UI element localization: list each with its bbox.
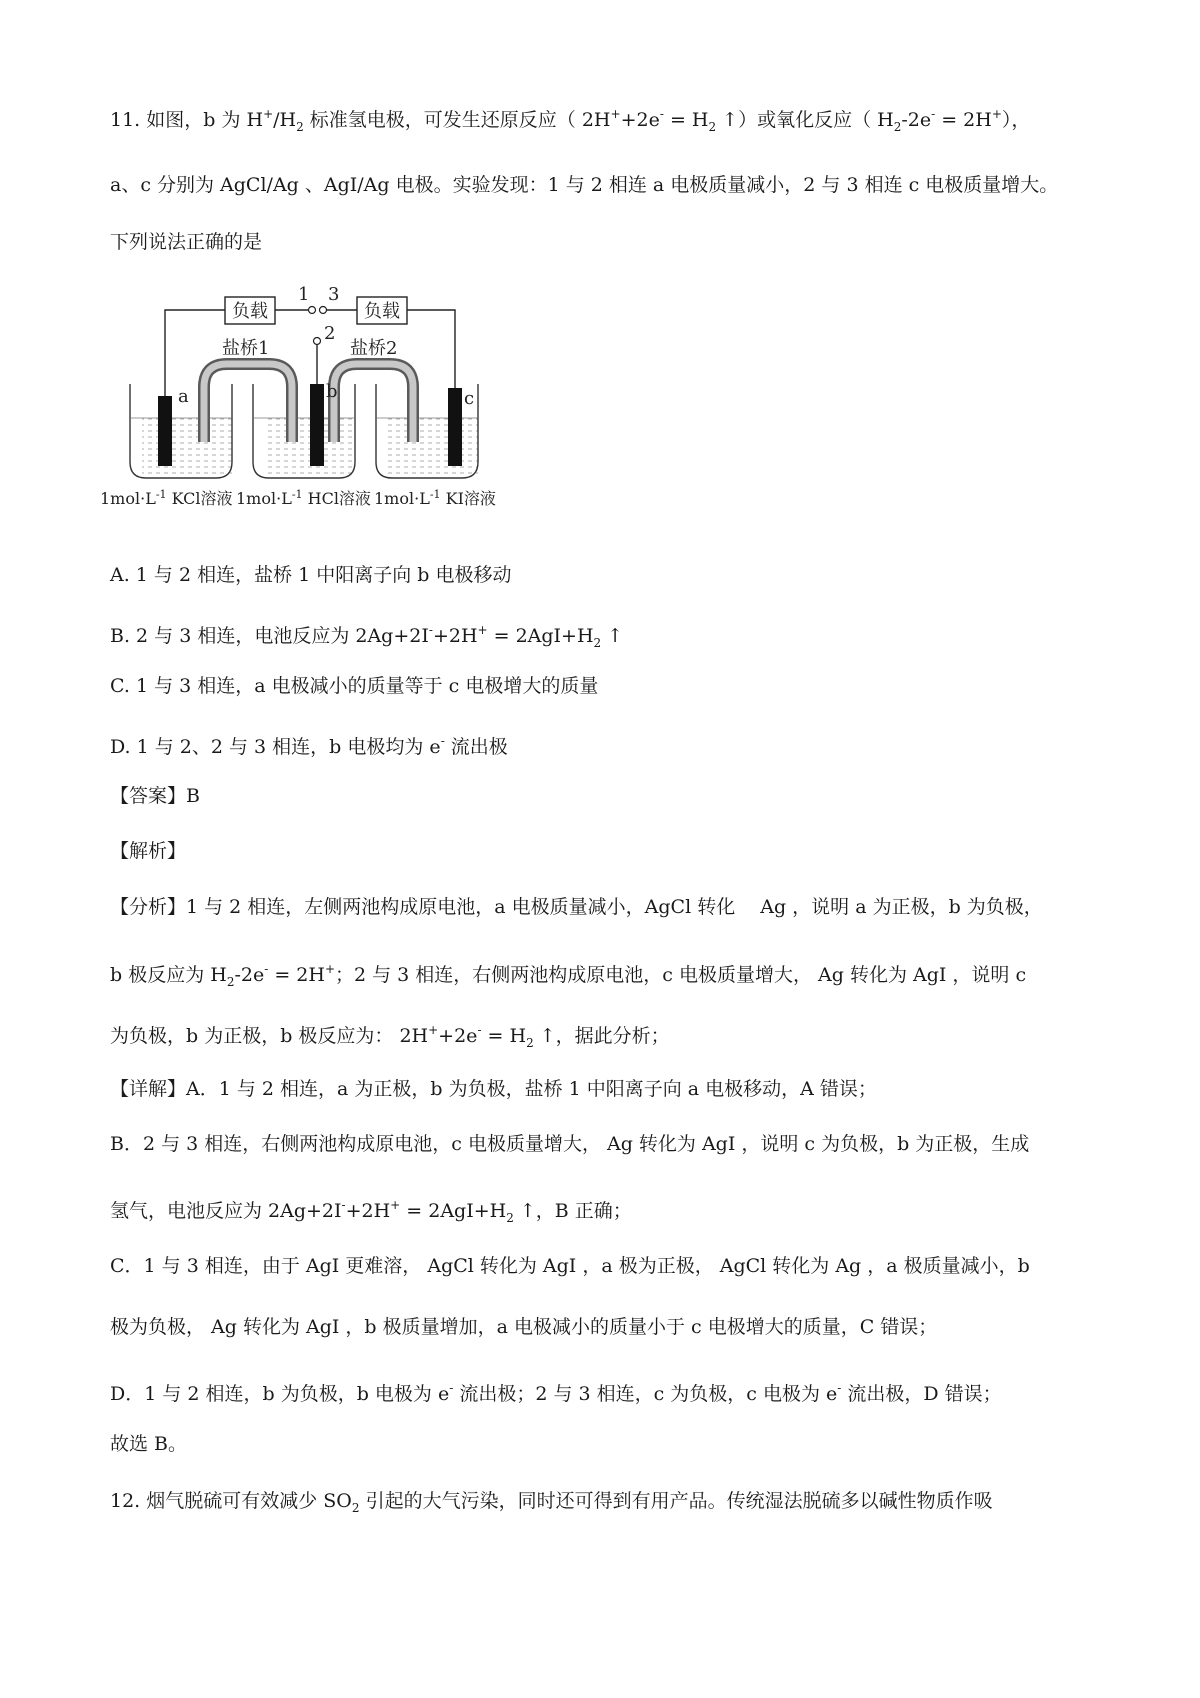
answer-value: B — [186, 785, 200, 807]
solution-right-label: $1mol\cdot L^{-1}$ KI溶液 — [374, 488, 496, 508]
electrode-a — [158, 396, 172, 466]
superscript: + — [263, 107, 274, 121]
electrode-c-label: c — [464, 388, 475, 409]
analysis-p9: D．1 与 2 相连，b 为负极，b 电极为 e- 流出极；2 与 3 相连，c 为负极，c 电极为 e- 流出极，D 错误； — [110, 1381, 1002, 1405]
analysis-label: 【解析】 — [110, 840, 187, 862]
option-a: A. 1 与 2 相连，盐桥 1 中阳离子向 b 电极移动 — [110, 564, 512, 586]
electrode-a-label: a — [178, 386, 189, 407]
answer-label: 【答案】 — [110, 785, 187, 807]
subscript: 2 — [708, 120, 717, 134]
text: /H — [273, 109, 297, 131]
electrode-b — [310, 384, 324, 466]
question-12-line-1: 12. 烟气脱硫可有效减少 $SO_2$ 引起的大气污染，同时还可得到有用产品。传统湿法脱硫多以碱性物质作吸 — [110, 1490, 993, 1515]
text: ↑）或氧化反应（ H — [716, 109, 894, 131]
question-11-line-2: a、c 分别为 AgCl/Ag 、AgI/Ag 电极。实验发现：1 与 2 相连 a 电极质量减小，2 与 3 相连 c 电极质量增大。 — [110, 174, 1059, 196]
option-b: B. 2 与 3 相连，电池反应为 $2Ag+2I^-+2H^+ = 2AgI+H_2$ ↑ — [110, 623, 624, 650]
text: -2e — [901, 109, 932, 131]
superscript: + — [991, 107, 1002, 121]
electrode-b-label: b — [326, 381, 338, 402]
analysis-p1: 【分析】1 与 2 相连，左侧两池构成原电池，a 电极质量减小，AgCl 转化 Ag ，说明 a 为正极，b 为负极， — [110, 896, 1043, 918]
analysis-p5: B．2 与 3 相连，右侧两池构成原电池，c 电极质量增大， Ag 转化为 AgI ，说明 c 为负极，b 为正极，生成 — [110, 1133, 1030, 1155]
superscript: - — [659, 107, 664, 121]
salt-bridge-1-label: 盐桥1 — [222, 338, 270, 359]
wire-left — [165, 310, 225, 396]
superscript: + — [610, 107, 621, 121]
question-11-line-3: 下列说法正确的是 — [110, 231, 263, 253]
analysis-p2: b 极反应为 $H_2-2e^- = 2H^+$；2 与 3 相连，右侧两池构成原电池，c 电极质量增大， Ag 转化为 AgI ，说明 c — [110, 962, 1027, 989]
analysis-p10: 故选 B。 — [110, 1433, 188, 1455]
option-d: D. 1 与 2、2 与 3 相连，b 电极均为 e- 流出极 — [110, 734, 508, 758]
terminal-3-dot — [320, 307, 327, 314]
subscript: 2 — [893, 120, 902, 134]
superscript: - — [931, 107, 936, 121]
text: 标准氢电极，可发生还原反应（ 2H — [303, 109, 611, 131]
terminal-2-dot — [314, 338, 321, 345]
terminal-3-label: 3 — [328, 284, 340, 305]
terminal-1-dot — [309, 307, 316, 314]
analysis-p7: C．1 与 3 相连，由于 AgI 更难溶， AgCl 转化为 AgI ，a 极为正极， AgCl 转化为 Ag ，a 极质量减小，b — [110, 1255, 1030, 1277]
solution-left-label: $1mol\cdot L^{-1}$ KCl溶液 — [100, 488, 233, 508]
beaker-right — [376, 384, 478, 478]
load-right-label: 负载 — [364, 301, 400, 322]
load-left-label: 负载 — [232, 301, 268, 322]
question-11-line-1 — [110, 101, 1110, 140]
solution-middle-label: $1mol\cdot L^{-1}$ HCl溶液 — [236, 488, 371, 508]
text: +2e — [620, 109, 660, 131]
text: 11. 如图，b 为 H — [110, 109, 264, 131]
text: = 2H — [935, 109, 992, 131]
terminal-2-label: 2 — [324, 323, 336, 344]
analysis-p8: 极为负极， Ag 转化为 AgI ，b 极质量增加，a 电极减小的质量小于 c 电极增大的质量，C 错误； — [110, 1316, 938, 1338]
electrochemical-cell-diagram — [100, 272, 540, 542]
analysis-p3: 为负极，b 为正极，b 极反应为： $2H^++2e^- = H_2$ ↑，据此分析； — [110, 1023, 670, 1050]
analysis-p6: 氢气，电池反应为 $2Ag+2I^-+2H^+ = 2AgI+H_2$ ↑，B 正确； — [110, 1198, 632, 1225]
answer-line — [110, 783, 1110, 809]
terminal-1-label: 1 — [298, 284, 310, 305]
analysis-p4: 【详解】A．1 与 2 相连，a 为正极，b 为负极，盐桥 1 中阳离子向 a 电极移动，A 错误； — [110, 1078, 877, 1100]
text: ）， — [1001, 109, 1031, 131]
text: = H — [663, 109, 709, 131]
electrode-c — [448, 388, 462, 466]
subscript: 2 — [296, 120, 304, 134]
option-c: C. 1 与 3 相连，a 电极减小的质量等于 c 电极增大的质量 — [110, 675, 599, 697]
salt-bridge-2-label: 盐桥2 — [350, 338, 398, 359]
